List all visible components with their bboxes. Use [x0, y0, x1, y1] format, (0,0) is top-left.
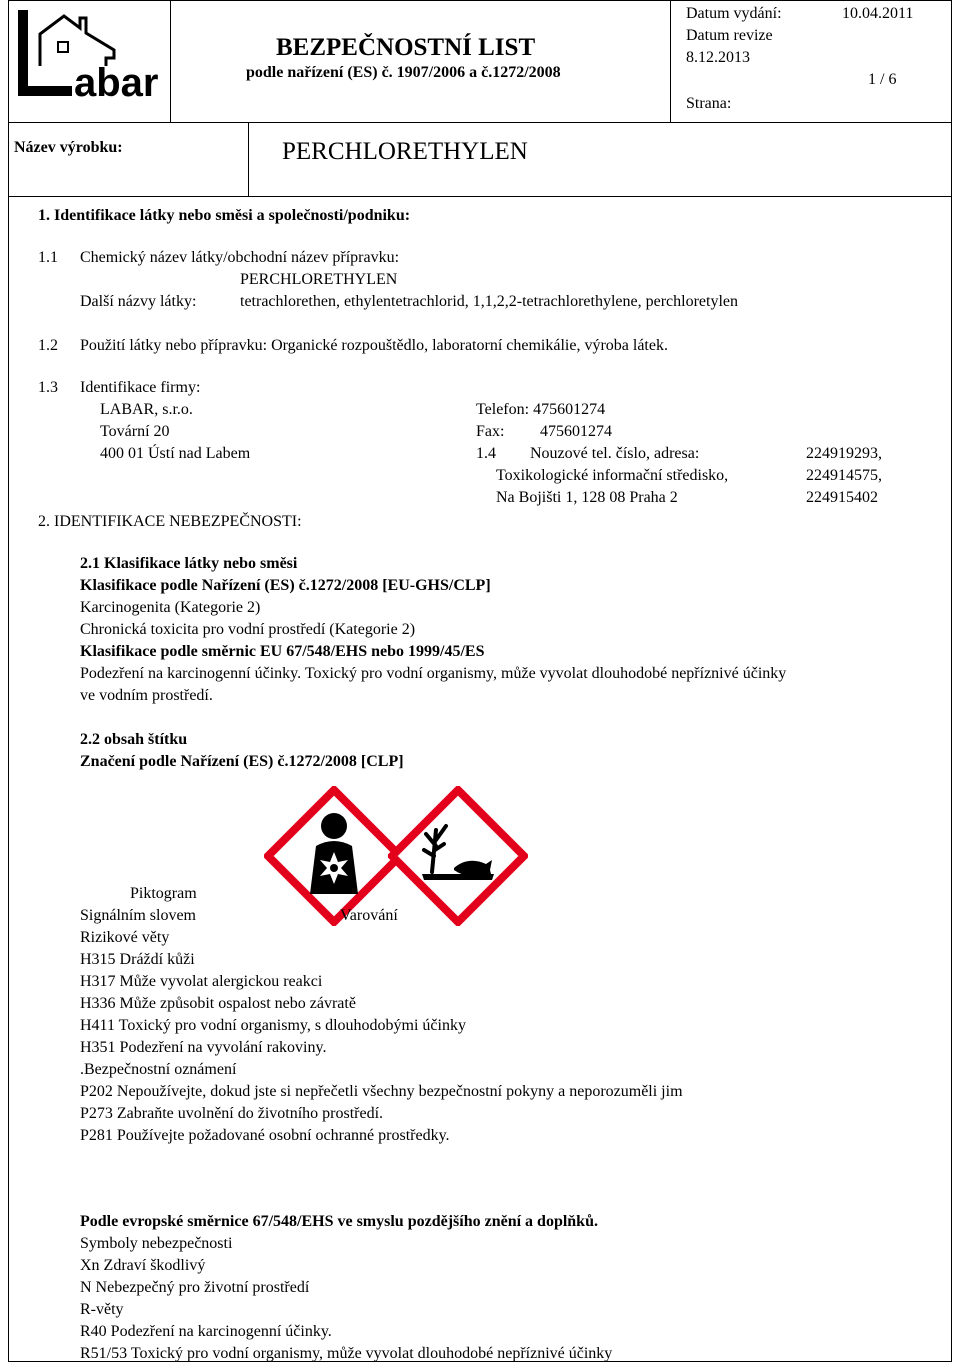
- eu67-line: Xn Zdraví škodlivý: [80, 1257, 206, 1274]
- precautionary-heading: .Bezpečnostní oznámení: [80, 1061, 237, 1078]
- section-1-4-text: Nouzové tel. číslo, adresa:: [530, 445, 700, 462]
- product-label: Název výrobku:: [14, 139, 123, 156]
- section-1-3-number: 1.3: [38, 379, 58, 396]
- hazard-statement: H317 Může vyvolat alergickou reakci: [80, 973, 323, 990]
- emergency-number-2: 224914575,: [806, 467, 882, 484]
- carcinogenicity: Karcinogenita (Kategorie 2): [80, 599, 261, 616]
- company-phone: Telefon: 475601274: [476, 401, 606, 418]
- revision-label: Datum revize: [686, 27, 773, 44]
- header-top-border: [8, 0, 952, 1]
- section-1-2-text: Použití látky nebo přípravku: Organické rozpouštědlo, laboratorní chemikálie, výroba látek.: [80, 337, 668, 354]
- page-number: 1 / 6: [868, 71, 897, 88]
- signal-word-value: Varování: [340, 907, 398, 924]
- precautionary-statement: P273 Zabraňte uvolnění do životního prostředí.: [80, 1105, 384, 1122]
- eu-classification-heading: Klasifikace podle směrnic EU 67/548/EHS nebo 1999/45/ES: [80, 643, 485, 660]
- other-names-label: Další názvy látky:: [80, 293, 197, 310]
- header-divider-meta: [670, 0, 671, 122]
- other-names-value: tetrachlorethen, ethylentetrachlorid, 1,1,2,2-tetrachlorethylene, perchloretylen: [240, 293, 738, 310]
- product-bottom-border: [8, 196, 952, 197]
- signal-word-label: Signálním slovem: [80, 907, 196, 924]
- section-1-3-text: Identifikace firmy:: [80, 379, 201, 396]
- hazard-statement: H411 Toxický pro vodní organismy, s dlouhodobými účinky: [80, 1017, 466, 1034]
- section-1-2-number: 1.2: [38, 337, 58, 354]
- hazard-statements-heading: Rizikové věty: [80, 929, 170, 946]
- section-1-1-text: Chemický název látky/obchodní název přípravku:: [80, 249, 400, 266]
- page-label: Strana:: [686, 95, 732, 112]
- labar-logo: [14, 6, 166, 102]
- hazard-statement: H315 Dráždí kůži: [80, 951, 195, 968]
- eu-classification-text-1: Podezření na karcinogenní účinky. Toxický pro vodní organismy, může vyvolat dlouhodobé nepříznivé účinky: [80, 665, 787, 682]
- hazard-statement: H351 Podezření na vyvolání rakoviny.: [80, 1039, 327, 1056]
- ghs08-health-hazard-icon: [264, 786, 404, 926]
- header-bottom-border: [8, 122, 952, 123]
- company-name: LABAR, s.r.o.: [100, 401, 193, 418]
- eu-classification-text-2: ve vodním prostředí.: [80, 687, 213, 704]
- tox-centre-address: Na Bojišti 1, 128 08 Praha 2: [496, 489, 678, 506]
- section-1-1-number: 1.1: [38, 249, 58, 266]
- section-1-4-number: 1.4: [476, 445, 496, 462]
- company-city: 400 01 Ústí nad Labem: [100, 445, 251, 462]
- svg-text:abar: abar: [74, 61, 159, 102]
- ghs09-environment-icon: [388, 786, 528, 926]
- fax-label: Fax:: [476, 423, 505, 440]
- document-title: BEZPEČNOSTNÍ LIST: [276, 34, 536, 61]
- pictogram-label: Piktogram: [130, 885, 197, 902]
- company-street: Tovární 20: [100, 423, 170, 440]
- hazard-statement: H336 Může způsobit ospalost nebo závratě: [80, 995, 356, 1012]
- substance-name: PERCHLORETHYLEN: [240, 271, 398, 288]
- eu67-line: R-věty: [80, 1301, 124, 1318]
- section-1-heading: 1. Identifikace látky nebo směsi a společnosti/podniku:: [38, 207, 411, 224]
- section-2-heading: 2. IDENTIFIKACE NEBEZPEČNOSTI:: [38, 513, 302, 530]
- eu67-line: R40 Podezření na karcinogenní účinky.: [80, 1323, 332, 1340]
- aquatic-toxicity: Chronická toxicita pro vodní prostředí (Kategorie 2): [80, 621, 416, 638]
- section-2-1-heading: 2.1 Klasifikace látky nebo směsi: [80, 555, 298, 572]
- eu67-heading: Podle evropské směrnice 67/548/EHS ve smyslu pozdějšího znění a doplňků.: [80, 1213, 598, 1230]
- emergency-number-1: 224919293,: [806, 445, 882, 462]
- issue-date-label: Datum vydání:: [686, 5, 782, 22]
- emergency-number-3: 224915402: [806, 489, 878, 506]
- tox-centre-name: Toxikologické informační středisko,: [496, 467, 729, 484]
- precautionary-statement: P202 Nepoužívejte, dokud jste si nepřečetli všechny bezpečnostní pokyny a neporozuměli jim: [80, 1083, 683, 1100]
- label-heading: Značení podle Nařízení (ES) č.1272/2008 [CLP]: [80, 753, 404, 770]
- clp-classification-heading: Klasifikace podle Nařízení (ES) č.1272/2008 [EU-GHS/CLP]: [80, 577, 491, 594]
- product-divider: [248, 122, 249, 196]
- issue-date: 10.04.2011: [842, 5, 914, 22]
- eu67-line: N Nebezpečný pro životní prostředí: [80, 1279, 310, 1296]
- eu67-line: Symboly nebezpečnosti: [80, 1235, 233, 1252]
- section-2-2-heading: 2.2 obsah štítku: [80, 731, 188, 748]
- revision-date: 8.12.2013: [686, 49, 750, 66]
- precautionary-statement: P281 Používejte požadované osobní ochranné prostředky.: [80, 1127, 450, 1144]
- header-divider-logo: [170, 0, 171, 122]
- fax-value: 475601274: [540, 423, 612, 440]
- product-name: PERCHLORETHYLEN: [282, 138, 528, 165]
- eu67-line: R51/53 Toxický pro vodní organismy, může vyvolat dlouhodobé nepříznivé účinky: [80, 1345, 613, 1362]
- regulation-subtitle: podle nařízení (ES) č. 1907/2006 a č.1272/2008: [246, 64, 561, 81]
